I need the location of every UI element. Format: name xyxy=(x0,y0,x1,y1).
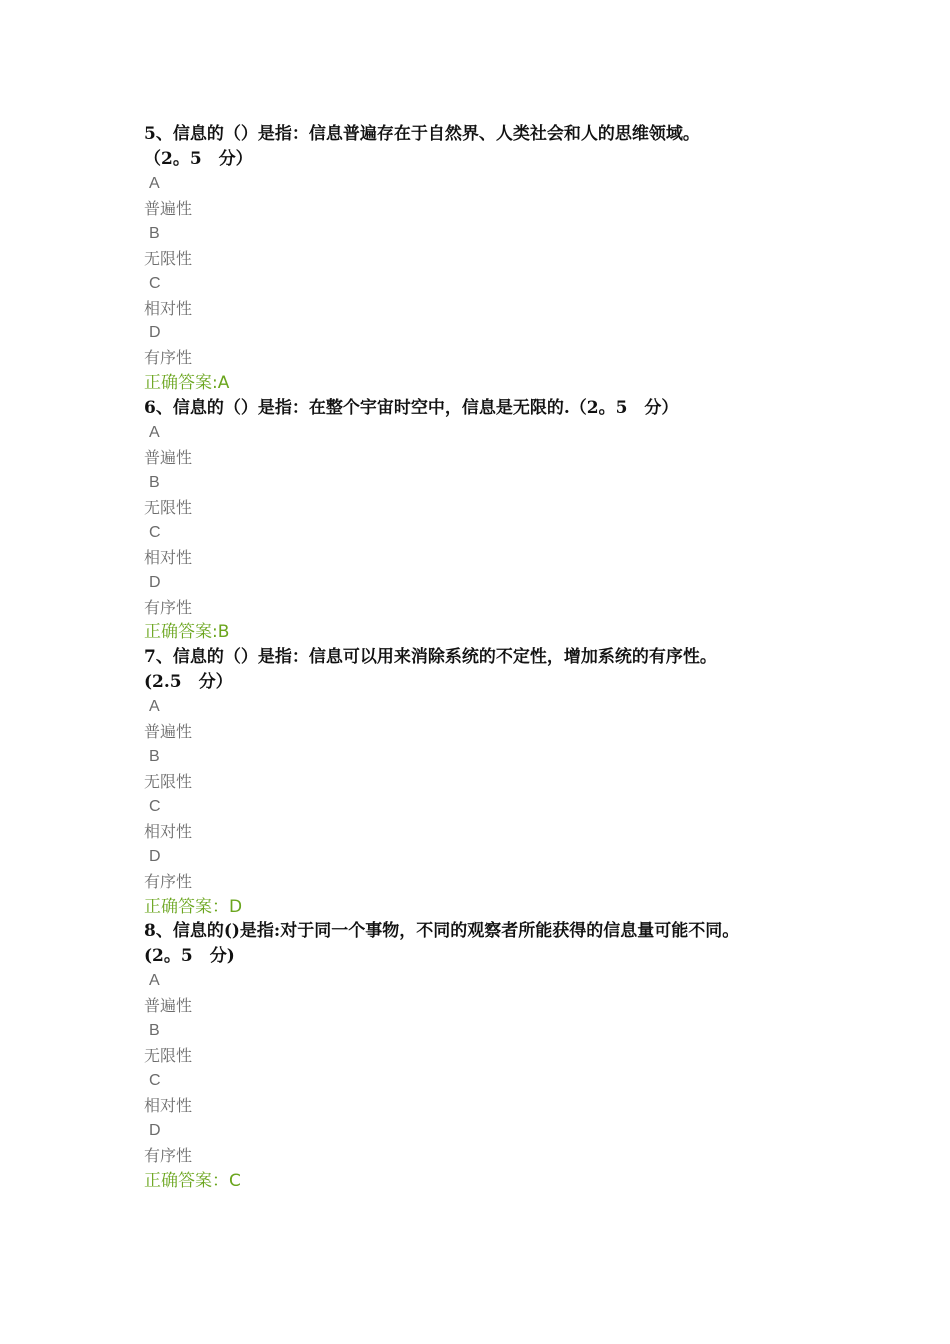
option-text-c: 相对性 xyxy=(144,547,193,567)
option-letter-a: A xyxy=(149,698,160,716)
question-block xyxy=(144,396,844,645)
option-letter-c: C xyxy=(149,523,161,541)
option-letter-a: A xyxy=(149,424,160,442)
option-text-b: 无限性 xyxy=(144,772,193,792)
option-letter-b: B xyxy=(149,1022,160,1040)
question-score: （2。5 分） xyxy=(144,149,253,169)
question-score: (2。5 分) xyxy=(144,946,235,967)
option-letter-c: C xyxy=(149,274,161,292)
option-text-c: 相对性 xyxy=(144,298,193,318)
question-block xyxy=(144,645,844,919)
option-letter-a: A xyxy=(149,972,160,990)
question-text: 7、信息的（）是指：信息可以用来消除系统的不定性，增加系统的有序性。 xyxy=(144,647,717,668)
option-text-d: 有序性 xyxy=(144,1145,193,1165)
correct-answer: 正确答案：C xyxy=(144,1170,241,1191)
option-text-d: 有序性 xyxy=(144,348,193,368)
option-text-d: 有序性 xyxy=(144,597,193,617)
correct-answer: 正确答案：D xyxy=(144,896,243,917)
option-letter-d: D xyxy=(149,573,161,591)
option-letter-c: C xyxy=(149,797,161,815)
question-block xyxy=(144,919,844,1193)
question-text: 6、信息的（）是指：在整个宇宙时空中，信息是无限的.（2。5 分） xyxy=(144,398,679,419)
option-letter-d: D xyxy=(149,1121,161,1139)
option-text-a: 普遍性 xyxy=(144,198,193,218)
option-letter-a: A xyxy=(149,175,160,192)
option-letter-b: B xyxy=(149,224,160,242)
option-text-b: 无限性 xyxy=(144,1046,193,1066)
option-text-c: 相对性 xyxy=(144,1096,193,1115)
option-text-a: 普遍性 xyxy=(144,722,193,742)
option-text-a: 普遍性 xyxy=(144,448,193,468)
option-text-b: 无限性 xyxy=(144,497,193,517)
option-letter-c: C xyxy=(149,1072,161,1090)
correct-answer: 正确答案:A xyxy=(144,373,230,394)
question-block xyxy=(144,122,844,396)
option-letter-b: B xyxy=(149,473,160,491)
question-text: 8、信息的()是指:对于同一个事物，不同的观察者所能获得的信息量可能不同。 xyxy=(144,921,740,942)
option-letter-d: D xyxy=(149,324,161,342)
question-score: (2.5 分） xyxy=(144,672,233,693)
option-text-c: 相对性 xyxy=(144,821,193,841)
option-text-d: 有序性 xyxy=(144,871,193,891)
document-page xyxy=(144,122,844,1194)
option-text-b: 无限性 xyxy=(144,248,193,268)
option-letter-d: D xyxy=(149,847,161,865)
option-text-a: 普遍性 xyxy=(144,996,193,1016)
question-text: 5、信息的（）是指：信息普遍存在于自然界、人类社会和人的思维领域。 xyxy=(144,124,700,144)
option-letter-b: B xyxy=(149,748,160,766)
correct-answer: 正确答案:B xyxy=(144,622,230,643)
